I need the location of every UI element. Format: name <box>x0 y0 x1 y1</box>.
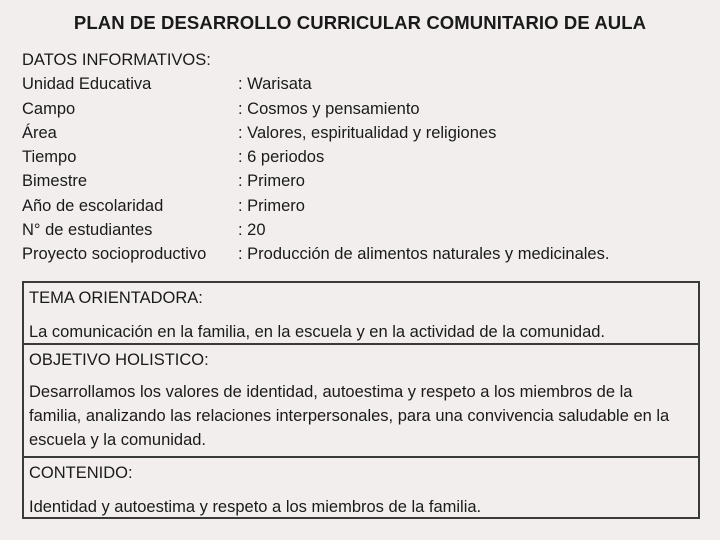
info-value: : Cosmos y pensamiento <box>238 99 420 118</box>
datos-informativos <box>22 48 609 267</box>
info-label: Bimestre <box>22 172 88 191</box>
info-value: : Valores, espiritualidad y religiones <box>238 123 497 142</box>
info-row-campo <box>22 97 609 121</box>
info-row-proyecto-socioproductivo <box>22 242 609 266</box>
info-value: : Primero <box>238 196 305 215</box>
info-value: : 20 <box>238 221 266 240</box>
page-title: PLAN DE DESARROLLO CURRICULAR COMUNITARIO DE AULA <box>73 12 647 33</box>
datos-informativos-heading: DATOS INFORMATIVOS: <box>22 51 211 69</box>
info-value: : Primero <box>238 172 305 191</box>
info-label: Unidad Educativa <box>22 75 152 94</box>
info-label: Campo <box>22 99 76 118</box>
info-row-unidad-educativa <box>22 72 609 96</box>
info-row-area <box>22 121 609 145</box>
contenido-text: Identidad y autoestima y respeto a los miembros de la familia. <box>29 498 482 516</box>
contenido-heading: CONTENIDO: <box>29 464 133 482</box>
info-label: Año de escolaridad <box>22 196 164 215</box>
tema-orientadora-heading: TEMA ORIENTADORA: <box>29 289 203 307</box>
info-value: : Warisata <box>238 75 312 94</box>
info-value: : 6 periodos <box>238 148 325 167</box>
info-value: : Producción de alimentos naturales y medicinales. <box>238 245 610 264</box>
info-label: Proyecto socioproductivo <box>22 245 207 264</box>
contenido-section <box>24 458 698 519</box>
objetivo-holistico-heading: OBJETIVO HOLISTICO: <box>29 351 209 369</box>
info-label: Área <box>22 123 57 142</box>
plan-sections-table <box>22 281 700 519</box>
info-label: N° de estudiantes <box>22 221 153 240</box>
objetivo-holistico-section <box>24 345 698 452</box>
info-row-numero-estudiantes <box>22 218 609 242</box>
tema-orientadora-section <box>24 283 698 344</box>
objetivo-holistico-text: Desarrollamos los valores de identidad, autoestima y respeto a los miembros de la familia, analizando las relaciones interpersonales, para una convivencia saludable en la escuela y la comunidad. <box>29 383 670 449</box>
info-label: Tiempo <box>22 148 77 167</box>
tema-orientadora-text: La comunicación en la familia, en la escuela y en la actividad de la comunidad. <box>29 323 606 341</box>
info-row-bimestre <box>22 169 609 193</box>
info-row-ano-escolaridad <box>22 194 609 218</box>
info-row-tiempo <box>22 145 609 169</box>
